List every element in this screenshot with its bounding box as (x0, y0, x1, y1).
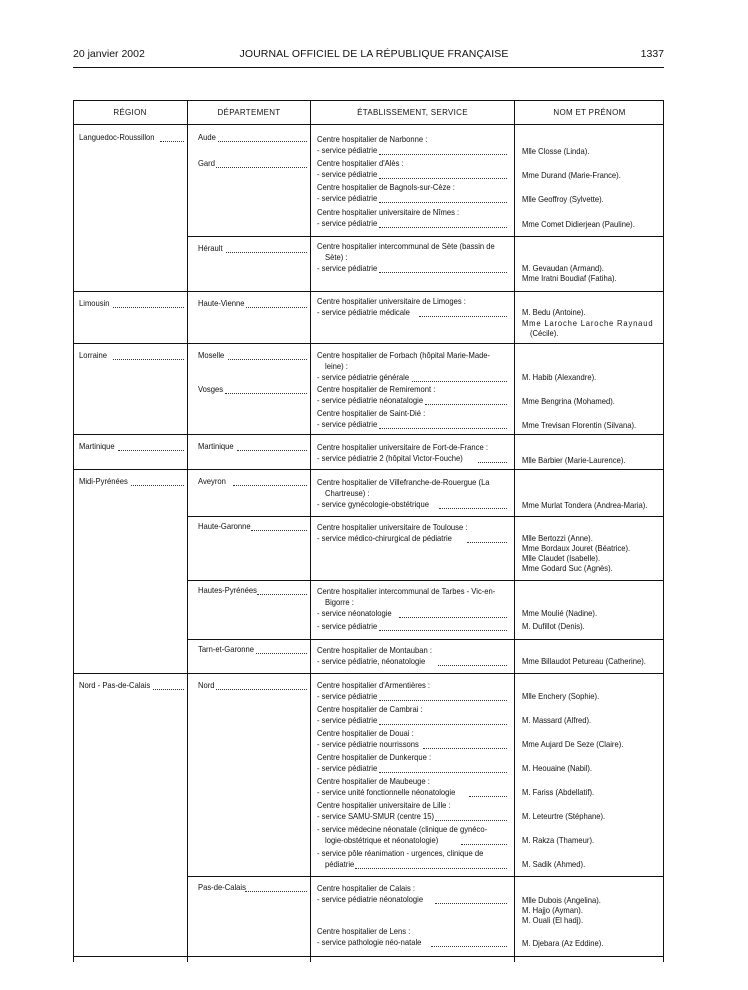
establishment-line: Centre hospitalier de Lens : (317, 926, 411, 936)
establishment-line: Sète) : (325, 252, 348, 262)
department-name: Hérault (198, 243, 223, 253)
leader-dots (225, 393, 307, 394)
leader-dots (399, 617, 507, 618)
person-name: M. Rakza (Thameur). (522, 835, 595, 845)
leader-dots (113, 359, 184, 360)
region-name: Martinique (79, 441, 115, 451)
establishment-line: Centre hospitalier de Cambrai : (317, 704, 423, 714)
journal-title: JOURNAL OFFICIEL DE LA RÉPUBLIQUE FRANÇAISE (239, 48, 509, 60)
person-name: Mlle Enchery (Sophie). (522, 691, 600, 701)
leader-dots (419, 316, 507, 317)
leader-dots (379, 724, 507, 725)
person-name: Mme Comet Didierjean (Pauline). (522, 219, 635, 229)
person-name: M. Ouali (El hadj). (522, 915, 584, 925)
appointments-table (73, 100, 664, 962)
person-name: M. Gevaudan (Armand). (522, 263, 604, 273)
page-number: 1337 (640, 48, 664, 60)
establishment-line: - service pédiatrie nourrissons (317, 739, 419, 749)
leader-dots (439, 508, 507, 509)
person-name: Mme Aujard De Seze (Claire). (522, 739, 624, 749)
column-divider (310, 100, 311, 962)
row-separator (73, 673, 664, 674)
establishment-line: - service pathologie néo-natale (317, 937, 422, 947)
leader-dots (379, 227, 507, 228)
column-header-establishment: ÉTABLISSEMENT, SERVICE (357, 107, 468, 117)
leader-dots (379, 202, 507, 203)
establishment-line: - service pédiatrie néonatalogie (317, 395, 424, 405)
row-separator (188, 876, 664, 877)
establishment-line: Centre hospitalier universitaire de Fort-de-France : (317, 442, 488, 452)
establishment-line: Centre hospitalier d'Alès : (317, 158, 404, 168)
establishment-line: Centre hospitalier de Calais : (317, 883, 416, 893)
leader-dots (256, 653, 307, 654)
leader-dots (423, 748, 507, 749)
establishment-line: Bigorre : (325, 597, 354, 607)
establishment-line: logie-obstétrique et néonatologie) (325, 835, 439, 845)
establishment-line: Centre hospitalier universitaire de Nîmes : (317, 207, 460, 217)
leader-dots (435, 820, 507, 821)
column-header-region: RÉGION (113, 107, 147, 117)
leader-dots (153, 689, 184, 690)
leader-dots (113, 307, 184, 308)
leader-dots (218, 141, 307, 142)
establishment-line: Chartreuse) : (325, 488, 370, 498)
leader-dots (216, 167, 307, 168)
leader-dots (216, 689, 307, 690)
leader-dots (461, 844, 507, 845)
establishment-line: - service pédiatrie (317, 715, 378, 725)
establishment-line: pédiatrie (325, 859, 355, 869)
establishment-line: Centre hospitalier de Saint-Dié : (317, 408, 426, 418)
establishment-line: - service gynécologie-obstétrique (317, 499, 430, 509)
establishment-line: - service unité fonctionnelle néonatologie (317, 787, 456, 797)
establishment-line: Centre hospitalier universitaire de Lille : (317, 800, 451, 810)
person-name: M. Bedu (Antoine). (522, 307, 586, 317)
person-name: Mlle Closse (Linda). (522, 146, 590, 156)
establishment-line: Centre hospitalier intercommunal de Sète (bassin de (317, 241, 495, 251)
establishment-line: - service pédiatrie médicale (317, 307, 410, 317)
person-name: Mme Bordaux Jouret (Béatrice). (522, 543, 631, 553)
leader-dots (118, 450, 184, 451)
leader-dots (160, 141, 184, 142)
establishment-line: - service pédiatrie (317, 193, 378, 203)
row-separator (73, 124, 664, 125)
person-name: (Cécile). (530, 328, 559, 338)
establishment-line: Centre hospitalier de Douai : (317, 728, 414, 738)
establishment-line: Centre hospitalier de Dunkerque : (317, 752, 432, 762)
establishment-line: Centre hospitalier intercommunal de Tarbes - Vic-en- (317, 586, 496, 596)
leader-dots (379, 428, 507, 429)
leader-dots (226, 252, 307, 253)
leader-dots (478, 462, 507, 463)
row-separator (188, 580, 664, 581)
leader-dots (233, 485, 307, 486)
person-name: Mme Billaudot Petureau (Catherine). (522, 656, 646, 666)
person-name: Mlle Barbier (Marie-Laurence). (522, 455, 626, 465)
row-separator (73, 469, 664, 470)
person-name: M. Massard (Alfred). (522, 715, 592, 725)
department-name: Pas-de-Calais (198, 882, 246, 892)
establishment-line: Centre hospitalier de Montauban : (317, 645, 432, 655)
person-name: M. Heouaine (Nabil). (522, 763, 593, 773)
row-separator (188, 236, 664, 237)
person-name: Mme Trevisan Florentin (Silvana). (522, 420, 637, 430)
person-name: M. Hajjo (Ayman). (522, 905, 583, 915)
establishment-line: - service pédiatrie (317, 145, 378, 155)
leader-dots (438, 665, 507, 666)
department-name: Haute-Vienne (198, 298, 245, 308)
establishment-line: Centre hospitalier universitaire de Toulouse : (317, 522, 468, 532)
leader-dots (246, 307, 307, 308)
establishment-line: - service pédiatrie générale (317, 372, 410, 382)
establishment-line: - service médecine néonatale (clinique de gynéco- (317, 824, 488, 834)
establishment-line: Centre hospitalier de Bagnols-sur-Cèze : (317, 182, 455, 192)
establishment-line: - service pédiatrie (317, 419, 378, 429)
person-name: Mme Iratni Boudiaf (Fatiha). (522, 273, 617, 283)
leader-dots (257, 594, 307, 595)
leader-dots (431, 946, 507, 947)
person-name: M. Sadik (Ahmed). (522, 859, 586, 869)
leader-dots (251, 530, 307, 531)
person-name: M. Fariss (Abdellatif). (522, 787, 595, 797)
leader-dots (379, 154, 507, 155)
establishment-line: Centre hospitalier de Maubeuge : (317, 776, 430, 786)
establishment-line: - service pédiatrie (317, 691, 378, 701)
row-separator (188, 516, 664, 517)
department-name: Haute-Garonne (198, 521, 251, 531)
person-name: Mme Bengrina (Mohamed). (522, 396, 615, 406)
column-header-department: DÉPARTEMENT (217, 107, 281, 117)
column-header-name: NOM ET PRÉNOM (553, 107, 626, 117)
table-bottom-rule (73, 956, 664, 957)
region-name: Lorraine (79, 350, 108, 360)
establishment-line: - service pôle réanimation - urgences, clinique de (317, 848, 484, 858)
establishment-line: Centre hospitalier de Remiremont : (317, 384, 436, 394)
department-name: Aveyron (198, 476, 226, 486)
person-name: M. Habib (Alexandre). (522, 372, 597, 382)
department-name: Vosges (198, 384, 224, 394)
leader-dots (245, 891, 307, 892)
establishment-line: - service pédiatrie (317, 621, 378, 631)
column-divider (514, 100, 515, 962)
establishment-line: Centre hospitalier de Forbach (hôpital Marie-Made- (317, 350, 491, 360)
establishment-line: Centre hospitalier de Villefranche-de-Rouergue (La (317, 477, 490, 487)
header-rule (73, 67, 664, 68)
establishment-line: leine) : (325, 361, 348, 371)
column-divider (187, 100, 188, 962)
leader-dots (412, 381, 507, 382)
establishment-line: - service pédiatrie 2 (hôpital Victor-Fouche) (317, 453, 463, 463)
person-name: Mlle Claudet (Isabelle). (522, 553, 601, 563)
department-name: Hautes-Pyrénées (198, 585, 257, 595)
person-name: Mlle Dubois (Angelina). (522, 895, 601, 905)
establishment-line: Centre hospitalier universitaire de Limoges : (317, 296, 466, 306)
person-name: Mme Durand (Marie-France). (522, 170, 621, 180)
leader-dots (237, 450, 307, 451)
person-name: Mme Moulié (Nadine). (522, 608, 598, 618)
region-name: Limousin (79, 298, 110, 308)
person-name: Mlle Geoffroy (Sylvette). (522, 194, 604, 204)
region-name: Nord - Pas-de-Calais (79, 680, 151, 690)
establishment-line: - service pédiatrie, néonatologie (317, 656, 426, 666)
leader-dots (379, 700, 507, 701)
leader-dots (425, 404, 507, 405)
establishment-line: Centre hospitalier de Narbonne : (317, 134, 428, 144)
leader-dots (467, 542, 507, 543)
department-name: Tarn-et-Garonne (198, 644, 255, 654)
person-name: Mlle Bertozzi (Anne). (522, 533, 593, 543)
establishment-line: - service pédiatrie (317, 763, 378, 773)
leader-dots (228, 359, 307, 360)
leader-dots (379, 772, 507, 773)
leader-dots (131, 485, 184, 486)
person-name: Mme Murlat Tondera (Andrea-Maria). (522, 500, 648, 510)
leader-dots (379, 178, 507, 179)
row-separator (188, 639, 664, 640)
leader-dots (379, 630, 507, 631)
establishment-line: - service néonatologie (317, 608, 392, 618)
establishment-line: - service médico-chirurgical de pédiatrie (317, 533, 452, 543)
person-name: M. Leteurtre (Stéphane). (522, 811, 606, 821)
establishment-line: Centre hospitalier d'Armentières : (317, 680, 431, 690)
row-separator (73, 434, 664, 435)
person-name: M. Djebara (Az Eddine). (522, 938, 604, 948)
department-name: Gard (198, 158, 215, 168)
leader-dots (379, 272, 507, 273)
region-name: Midi-Pyrénées (79, 476, 128, 486)
leader-dots (469, 796, 507, 797)
row-separator (73, 291, 664, 292)
person-name: Mme Laroche Laroche Raynaud (522, 318, 654, 328)
establishment-line: - service pédiatrie (317, 218, 378, 228)
establishment-line: - service SAMU-SMUR (centre 15) (317, 811, 435, 821)
region-name: Languedoc-Roussillon (79, 132, 155, 142)
department-name: Aude (198, 132, 216, 142)
row-separator (73, 343, 664, 344)
person-name: Mme Godard Suc (Agnès). (522, 563, 613, 573)
department-name: Moselle (198, 350, 225, 360)
establishment-line: - service pédiatrie (317, 169, 378, 179)
leader-dots (355, 868, 507, 869)
department-name: Nord (198, 680, 215, 690)
person-name: M. Dufillot (Denis). (522, 621, 585, 631)
establishment-line: - service pédiatrie néonatologie (317, 894, 424, 904)
leader-dots (435, 903, 507, 904)
page-date: 20 janvier 2002 (73, 48, 145, 60)
establishment-line: - service pédiatrie (317, 263, 378, 273)
department-name: Martinique (198, 441, 234, 451)
